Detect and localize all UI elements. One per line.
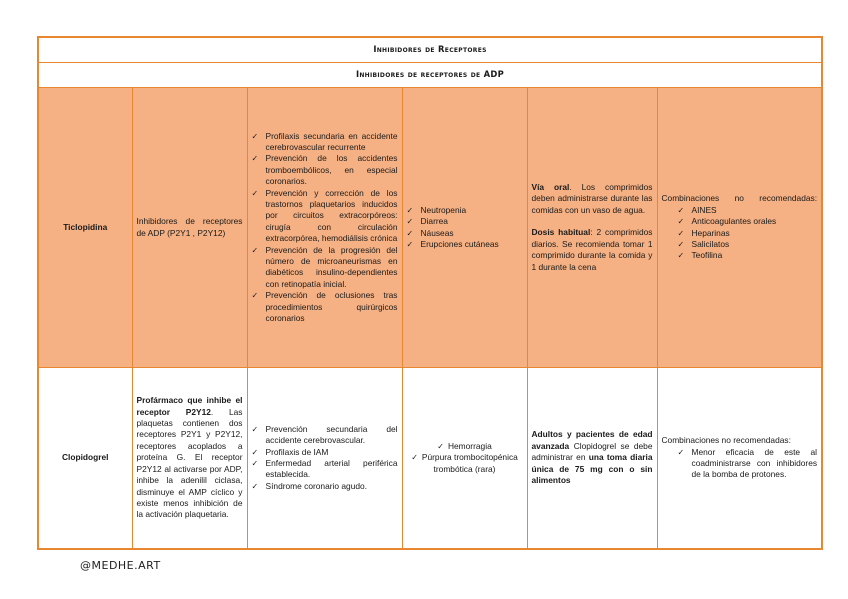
table-row-clopidogrel <box>38 368 822 550</box>
mechanism-bold: Profármaco que inhibe el receptor P2Y12 <box>136 395 243 417</box>
adverse-effects-cell <box>402 88 527 368</box>
mechanism-text: . Las plaquetas contienen dos receptores P2Y1 y P2Y12, receptores acoplados a proteína G. El receptor P2Y12 al activarse por ADP, inhibe la adenilil ciclasa, disminuye el AMP cíclico y existe menos inhibición de la activación plaquetaria. <box>136 406 243 520</box>
list-item: ✓ Heparinas <box>678 228 818 239</box>
list-item: ✓ Prevención de oclusiones tras procedimientos quirúrgicos coronarios <box>252 290 398 324</box>
interactions-cell <box>657 368 822 550</box>
route-label: Vía oral <box>531 182 570 193</box>
list-item: ✓ Prevención de los accidentes tromboembólicos, en especial coronarios. <box>252 153 398 187</box>
list-item: ✓ Prevención de la progresión del número de microaneurismas en diabéticos insulino-dependientes con retinopatía inicial. <box>252 245 398 291</box>
list-item: ✓ Teofilina <box>678 250 818 261</box>
table-row-ticlopidina <box>38 88 822 368</box>
watermark: @MEDHE.ART <box>80 559 161 572</box>
route-text: . Los comprimidos deben administrarse durante las comidas con un vaso de agua. <box>531 182 653 215</box>
mechanism-cell: Inhibidores de receptores de ADP (P2Y1 , P2Y12) <box>132 88 247 368</box>
list-item: ✓ Hemorragia <box>407 441 523 452</box>
dose-label: Dosis habitual <box>531 227 591 238</box>
administration-cell <box>527 368 657 550</box>
interactions-intro: Combinaciones no recomendadas: <box>661 435 791 446</box>
list-item: ✓ Prevención y corrección de los trastornos plaquetarios inducidos por circuitos extracorpóreos: cirugía con circulación extracorpórea, hemodiálisis crónica <box>252 188 398 245</box>
list-item: ✓ AINES <box>678 205 818 216</box>
list-item: ✓ Síndrome coronario agudo. <box>252 481 398 492</box>
list-item: ✓ Náuseas <box>407 228 523 239</box>
admin-bold-2: una toma diaria única de 75 mg con o sin alimentos <box>531 452 653 486</box>
interactions-intro: Combinaciones no recomendadas: <box>661 193 818 204</box>
list-item: ✓ Neutropenia <box>407 205 523 216</box>
admin-text: Clopidogrel se debe administrar en <box>531 440 653 463</box>
list-item: ✓ Profilaxis de IAM <box>252 447 398 458</box>
list-item: ✓ Enfermedad arterial periférica establecida. <box>252 458 398 481</box>
list-item: ✓ Prevención secundaria del accidente cerebrovascular. <box>252 424 398 447</box>
list-item: ✓ Salicilatos <box>678 239 818 250</box>
list-item: ✓ Profilaxis secundaria en accidente cerebrovascular recurrente <box>252 131 398 154</box>
list-item: ✓ Erupciones cutáneas <box>407 239 523 250</box>
table-subtitle: Inhibidores de receptores de ADP <box>38 63 822 88</box>
table-title: Inhibidores de Receptores <box>38 37 822 63</box>
list-item: ✓ Anticoagulantes orales <box>678 216 818 227</box>
drug-name-cell: Ticlopidina <box>38 88 132 368</box>
drug-name-cell: Clopidogrel <box>38 368 132 550</box>
dose-text: : 2 comprimidos diarios. Se recomienda tomar 1 comprimido durante la comida y 1 durante la cena <box>531 227 653 272</box>
administration-cell <box>527 88 657 368</box>
adverse-effects-cell <box>402 368 527 550</box>
indications-cell <box>247 368 402 550</box>
receptor-inhibitors-table <box>37 36 823 550</box>
list-item: ✓ Púrpura trombocitopénica trombótica (rara) <box>407 452 523 475</box>
drug-table-sheet <box>37 36 821 550</box>
list-item: ✓ Diarrea <box>407 216 523 227</box>
interactions-cell <box>657 88 822 368</box>
mechanism-cell <box>132 368 247 550</box>
indications-cell <box>247 88 402 368</box>
list-item: ✓ Menor eficacia de este al coadministrarse con inhibidores de la bomba de protones. <box>678 447 818 481</box>
admin-bold-1: Adultos y pacientes de edad avanzada <box>531 429 653 451</box>
